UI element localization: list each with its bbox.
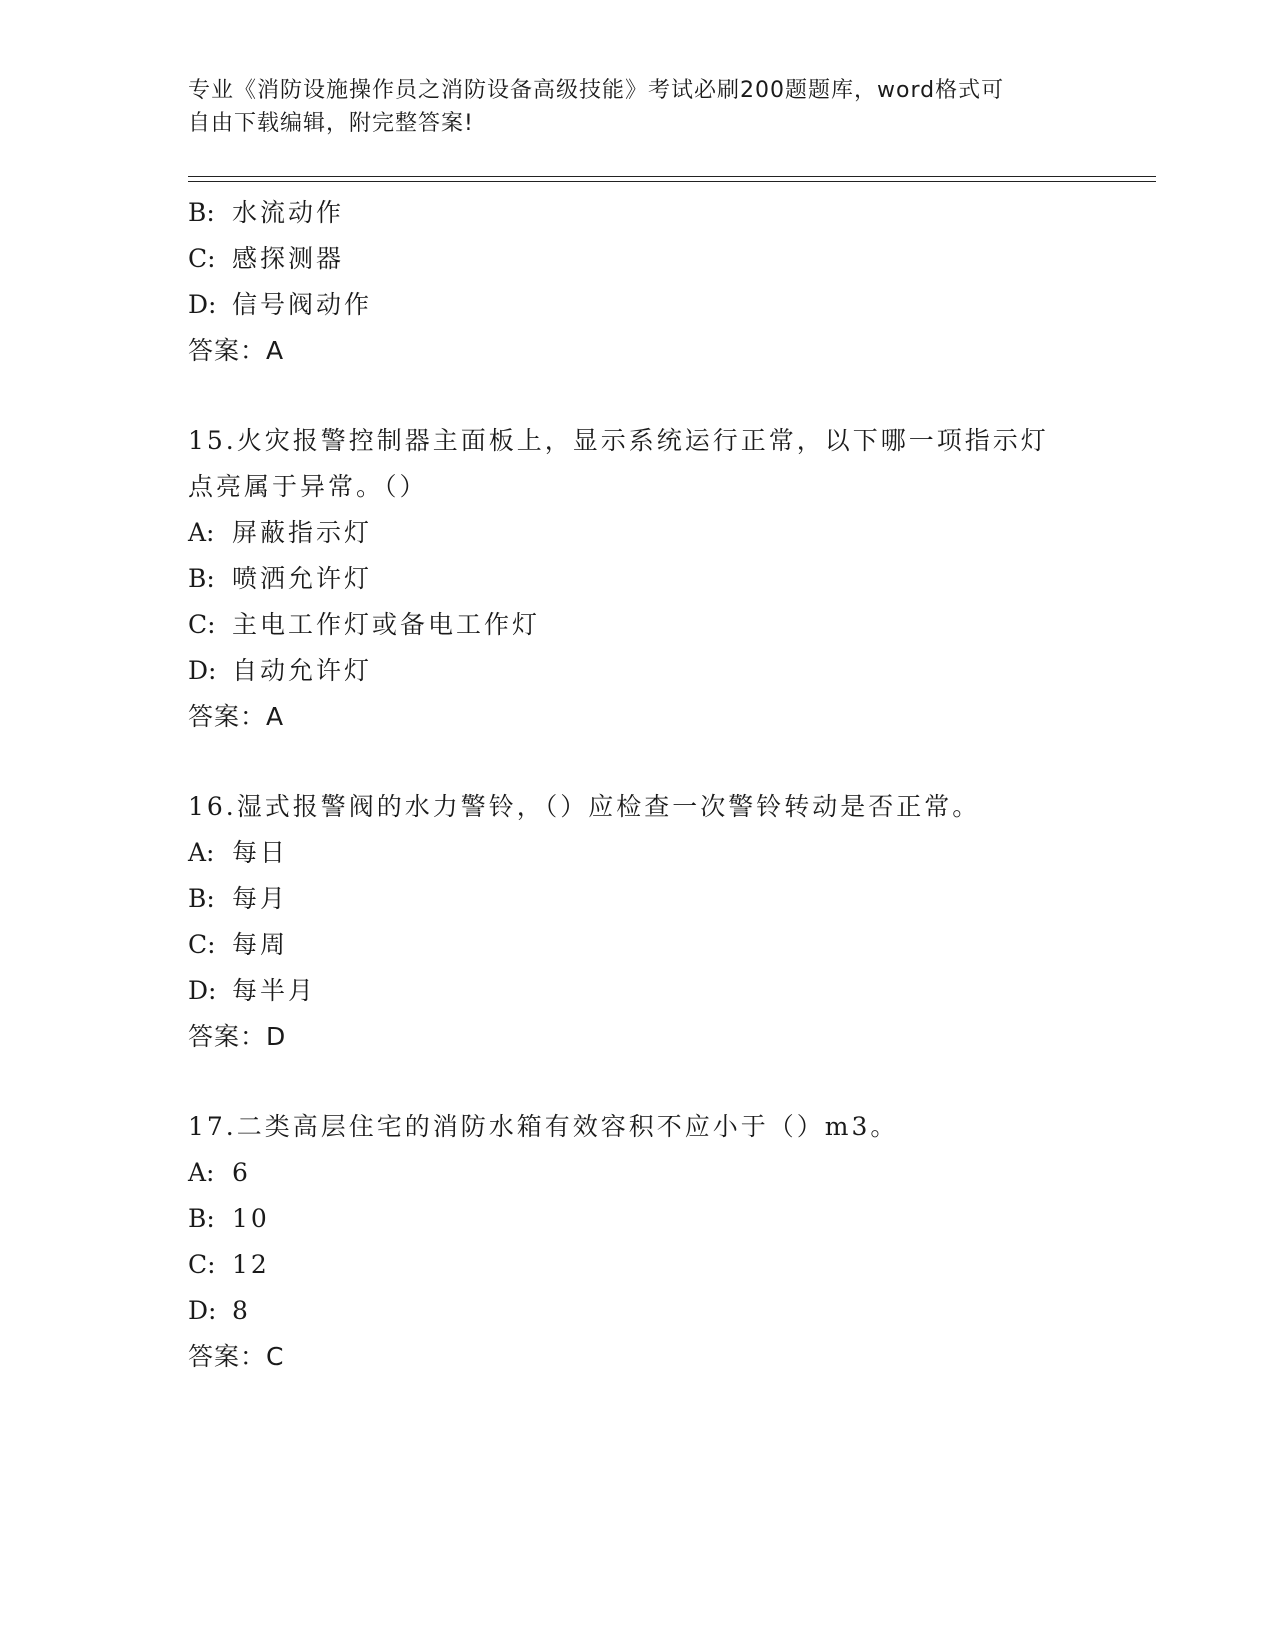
- option-text: 感探测器: [232, 244, 345, 273]
- option-a: [188, 830, 1088, 876]
- question-stem: 15.火灾报警控制器主面板上，显示系统运行正常，以下哪一项指示灯: [188, 426, 1049, 455]
- answer-line: 答案：D: [188, 1022, 287, 1051]
- option-letter: C:: [188, 610, 216, 639]
- option-letter: A:: [188, 1158, 215, 1187]
- header-line-2: 自由下载编辑，附完整答案!: [188, 111, 474, 136]
- option-text: 每月: [232, 884, 289, 913]
- option-c: [188, 236, 1088, 282]
- question-stem: 17.二类高层住宅的消防水箱有效容积不应小于（）m3。: [188, 1112, 899, 1141]
- answer-line: 答案：C: [188, 1342, 285, 1371]
- option-text: 主电工作灯或备电工作灯: [232, 610, 541, 639]
- header-rule-bottom: [188, 181, 1156, 182]
- option-text: 喷洒允许灯: [232, 564, 373, 593]
- option-letter: D:: [188, 656, 217, 685]
- header-line-1: 专业《消防设施操作员之消防设备高级技能》考试必刷200题题库，word格式可: [188, 78, 1005, 103]
- option-text: 屏蔽指示灯: [232, 518, 373, 547]
- option-text: 每周: [232, 930, 289, 959]
- option-text: 6: [232, 1158, 251, 1187]
- option-text: 自动允许灯: [232, 656, 373, 685]
- question-list: [188, 190, 1088, 1380]
- question-16: [188, 784, 1088, 1060]
- option-b: [188, 1196, 1088, 1242]
- option-text: 8: [232, 1296, 251, 1325]
- answer-line: 答案：A: [188, 336, 285, 365]
- question-14-tail: [188, 190, 1088, 374]
- option-letter: B:: [188, 198, 215, 227]
- option-text: 每半月: [232, 976, 317, 1005]
- option-letter: B:: [188, 1204, 215, 1233]
- question-17: [188, 1104, 1088, 1380]
- option-d: [188, 648, 1088, 694]
- question-spacer: [188, 374, 1088, 418]
- option-b: [188, 190, 1088, 236]
- question-stem: 16.湿式报警阀的水力警铃，（）应检查一次警铃转动是否正常。: [188, 792, 981, 821]
- option-d: [188, 1288, 1088, 1334]
- option-letter: D:: [188, 976, 217, 1005]
- option-c: [188, 602, 1088, 648]
- option-letter: D:: [188, 290, 217, 319]
- option-text: 信号阀动作: [232, 290, 373, 319]
- option-letter: D:: [188, 1296, 217, 1325]
- option-a: [188, 510, 1088, 556]
- option-d: [188, 968, 1088, 1014]
- option-letter: C:: [188, 930, 216, 959]
- option-b: [188, 556, 1088, 602]
- option-text: 10: [232, 1204, 270, 1233]
- option-letter: C:: [188, 1250, 216, 1279]
- question-spacer: [188, 1060, 1088, 1104]
- option-c: [188, 1242, 1088, 1288]
- option-text: 水流动作: [232, 198, 345, 227]
- option-letter: A:: [188, 518, 215, 547]
- question-stem-continued: 点亮属于异常。（）: [188, 472, 428, 501]
- option-b: [188, 876, 1088, 922]
- option-letter: B:: [188, 884, 215, 913]
- option-letter: A:: [188, 838, 215, 867]
- option-a: [188, 1150, 1088, 1196]
- option-text: 每日: [232, 838, 289, 867]
- question-spacer: [188, 740, 1088, 784]
- option-letter: C:: [188, 244, 216, 273]
- option-text: 12: [232, 1250, 270, 1279]
- option-d: [188, 282, 1088, 328]
- document-header: [188, 74, 1088, 140]
- option-letter: B:: [188, 564, 215, 593]
- question-15: [188, 418, 1088, 740]
- option-c: [188, 922, 1088, 968]
- header-rule-top: [188, 176, 1156, 177]
- answer-line: 答案：A: [188, 702, 285, 731]
